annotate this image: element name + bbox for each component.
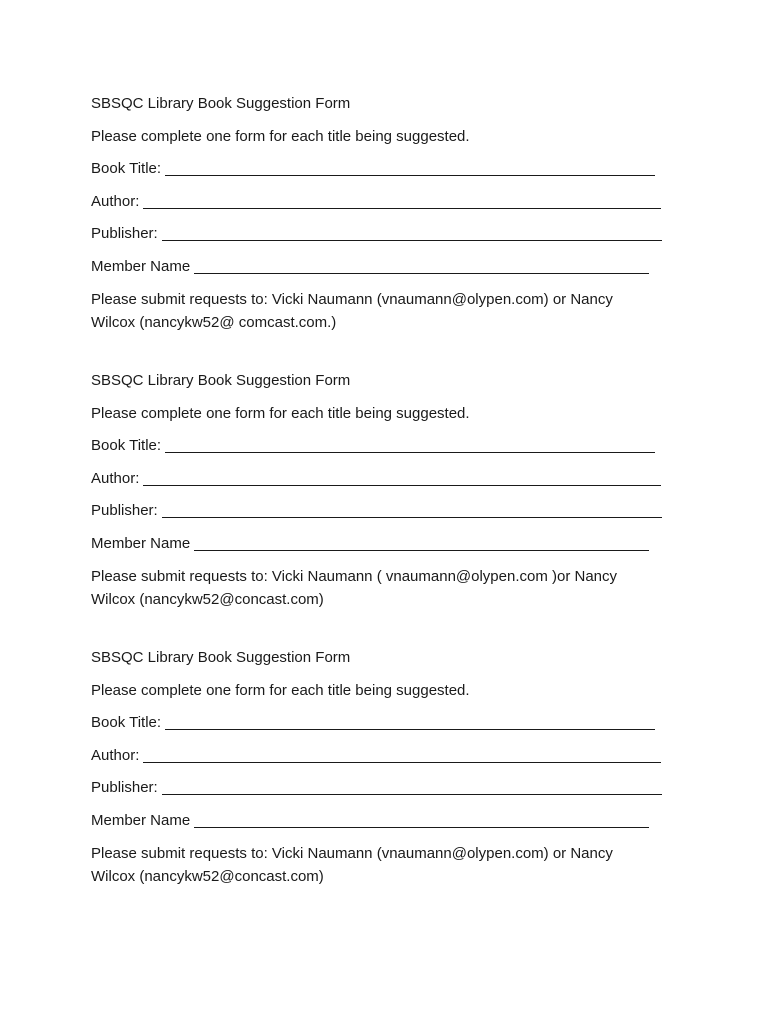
member-name-label: Member Name (91, 257, 191, 275)
submit-line-1: Please submit requests to: Vicki Naumann ( vnaumann@olypen.com )or Nancy (91, 568, 618, 585)
author-blank (143, 748, 661, 763)
member-name-field (91, 257, 691, 277)
book-title-label: Book Title: (91, 437, 162, 454)
publisher-blank (162, 226, 662, 241)
book-title-field (91, 436, 691, 456)
member-name-blank (194, 536, 649, 551)
publisher-blank (162, 503, 662, 518)
book-title-label: Book Title: (91, 160, 162, 177)
member-name-field (91, 811, 691, 831)
submit-line-2: Wilcox (nancykw52@concast.com) (91, 867, 324, 885)
suggestion-form-2 (91, 371, 691, 611)
member-name-label: Member Name (91, 811, 191, 829)
submit-line-2: Wilcox (nancykw52@concast.com) (91, 590, 324, 608)
book-title-blank (165, 715, 655, 730)
author-blank (143, 471, 661, 486)
submit-line-2: Wilcox (nancykw52@ comcast.com.) (91, 313, 337, 331)
form-instructions: Please complete one form for each title being suggested. (91, 404, 470, 422)
publisher-label: Publisher: (91, 779, 158, 796)
publisher-field (91, 778, 691, 798)
member-name-field (91, 534, 691, 554)
form-title: SBSQC Library Book Suggestion Form (91, 372, 351, 389)
form-instructions: Please complete one form for each title being suggested. (91, 127, 470, 145)
publisher-label: Publisher: (91, 225, 158, 242)
submit-line-1: Please submit requests to: Vicki Naumann (vnaumann@olypen.com) or Nancy (91, 845, 613, 862)
submit-instructions (91, 843, 671, 888)
form-title: SBSQC Library Book Suggestion Form (91, 95, 351, 112)
form-instructions: Please complete one form for each title being suggested. (91, 681, 470, 699)
author-blank (143, 194, 661, 209)
author-field (91, 746, 691, 766)
book-title-field (91, 159, 691, 179)
book-title-label: Book Title: (91, 714, 162, 731)
publisher-label: Publisher: (91, 502, 158, 519)
author-label: Author: (91, 746, 140, 764)
publisher-blank (162, 780, 662, 795)
publisher-field (91, 501, 691, 521)
author-field (91, 469, 691, 489)
author-field (91, 192, 691, 212)
form-title: SBSQC Library Book Suggestion Form (91, 649, 351, 666)
publisher-field (91, 224, 691, 244)
author-label: Author: (91, 469, 140, 487)
author-label: Author: (91, 192, 140, 210)
book-title-blank (165, 161, 655, 176)
suggestion-form-3 (91, 648, 691, 888)
suggestion-form-1 (91, 94, 691, 334)
book-title-field (91, 713, 691, 733)
member-name-label: Member Name (91, 534, 191, 552)
submit-instructions (91, 566, 671, 611)
member-name-blank (194, 813, 649, 828)
book-title-blank (165, 438, 655, 453)
submit-instructions (91, 289, 671, 334)
submit-line-1: Please submit requests to: Vicki Naumann (vnaumann@olypen.com) or Nancy (91, 291, 613, 308)
member-name-blank (194, 259, 649, 274)
